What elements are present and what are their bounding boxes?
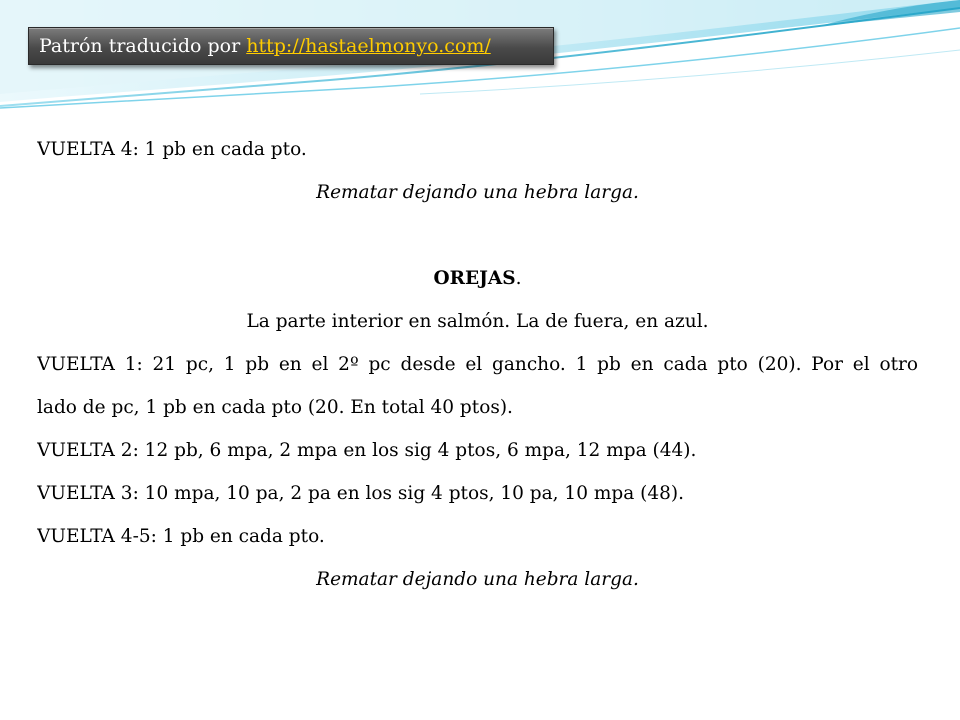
section-heading-orejas xyxy=(37,257,918,300)
title-banner xyxy=(28,27,554,65)
paragraph-vuelta-4-5: VUELTA 4-5: 1 pb en cada pto. xyxy=(37,526,325,547)
source-link[interactable]: http://hastaelmonyo.com/ xyxy=(246,35,491,57)
pattern-text xyxy=(37,128,918,601)
heading-orejas: OREJAS xyxy=(433,268,516,289)
title-prefix: Patrón traducido por xyxy=(39,35,247,57)
paragraph-vuelta-2: VUELTA 2: 12 pb, 6 mpa, 2 mpa en los sig 4 ptos, 6 mpa, 12 mpa (44). xyxy=(37,440,697,461)
blank-line xyxy=(37,214,918,257)
heading-orejas-period: . xyxy=(515,268,522,289)
paragraph-orejas-intro: La parte interior en salmón. La de fuera, en azul. xyxy=(246,311,709,332)
paragraph-vuelta-4-head: VUELTA 4: 1 pb en cada pto. xyxy=(37,139,307,160)
paragraph-rematar-1: Rematar dejando una hebra larga. xyxy=(316,182,639,203)
paragraph-vuelta-1-line-2: lado de pc, 1 pb en cada pto (20. En total 40 ptos). xyxy=(37,397,513,418)
paragraph-vuelta-1-line-1: VUELTA 1: 21 pc, 1 pb en el 2º pc desde el gancho. 1 pb en cada pto (20). Por el otro xyxy=(37,354,918,375)
paragraph-vuelta-3: VUELTA 3: 10 mpa, 10 pa, 2 pa en los sig 4 ptos, 10 pa, 10 mpa (48). xyxy=(37,483,684,504)
paragraph-rematar-2: Rematar dejando una hebra larga. xyxy=(316,569,639,590)
